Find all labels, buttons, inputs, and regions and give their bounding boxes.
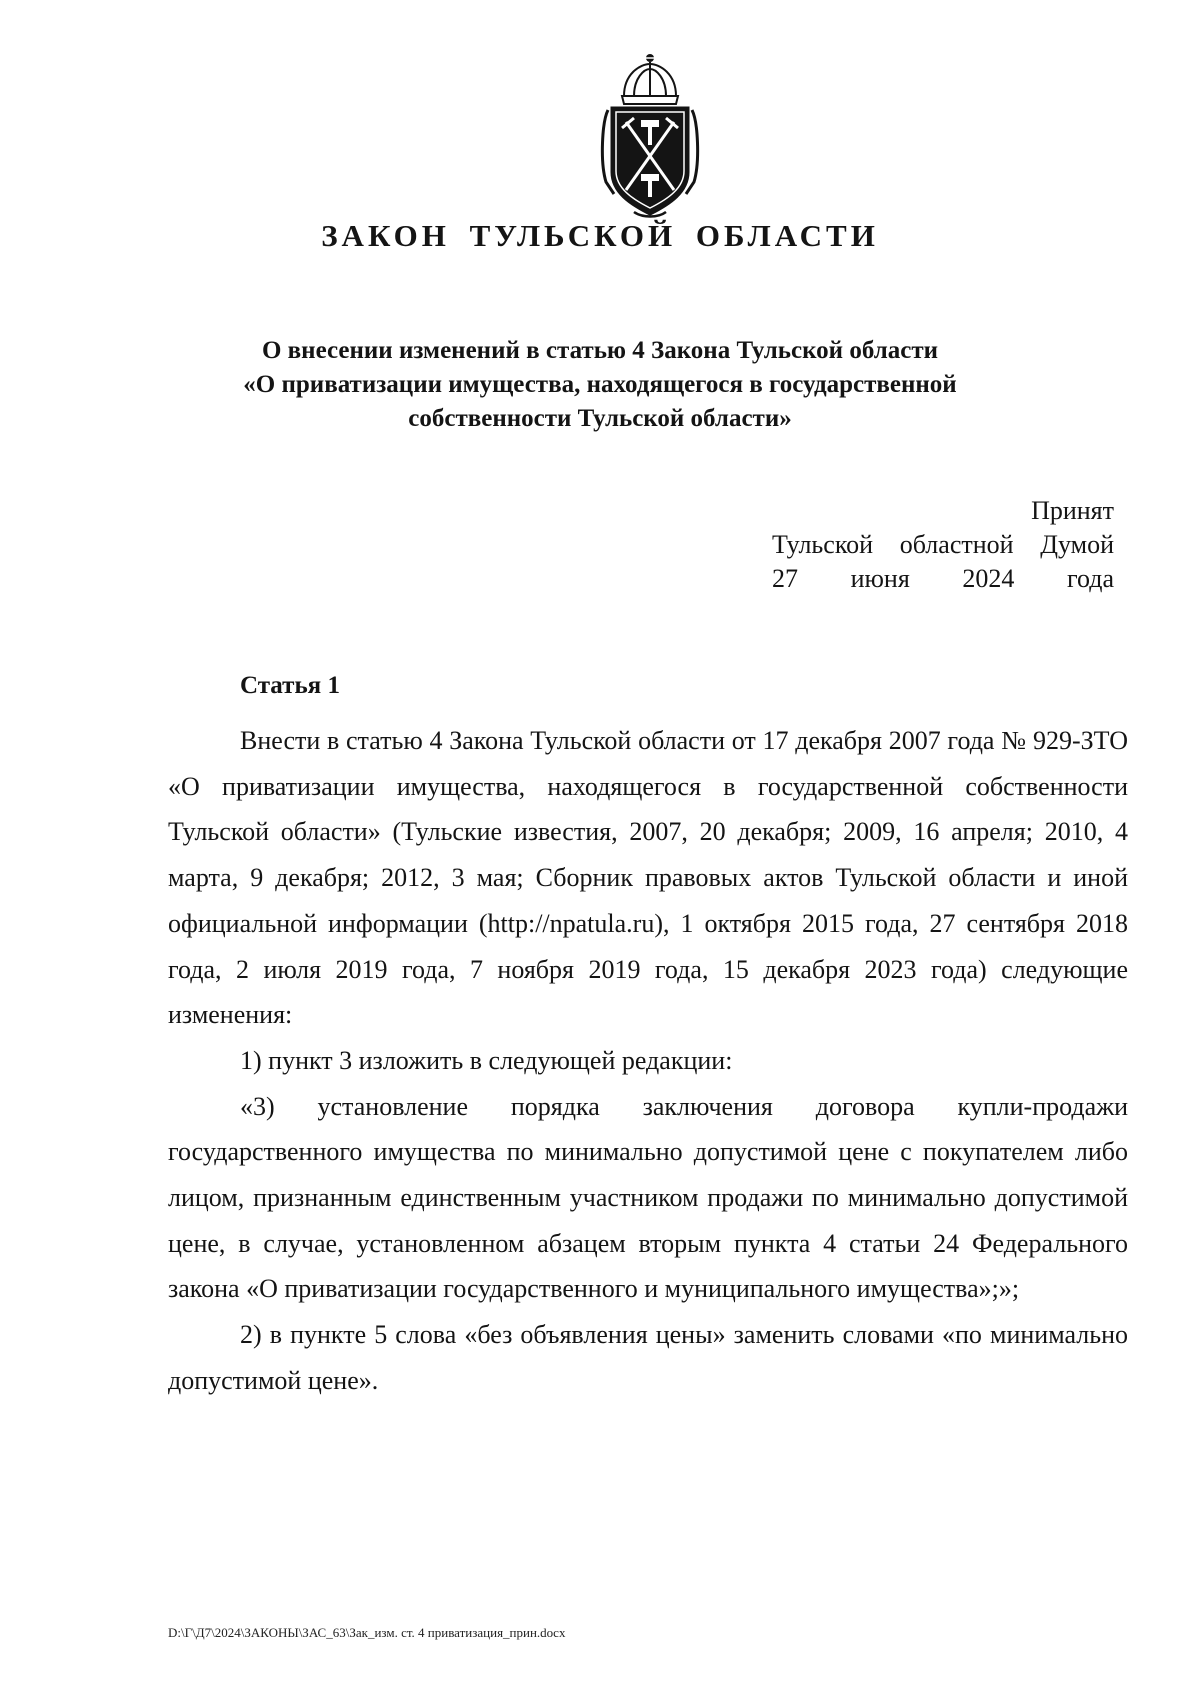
article-paragraph: Внести в статью 4 Закона Тульской области от 17 декабря 2007 года № 929-ЗТО «О приватизации имущества, находящегося в государственной собственности Тульской области» (Тульские известия, 2007, 20 декабря; 2009, 16 апреля; 2010, 4 марта, 9 декабря; 2012, 3 мая; Сборник правовых актов Тульской области и иной официальной информации (http://npatula.ru), 1 октября 2015 года, 27 сентября 2018 года, 2 июля 2019 года, 7 ноября 2019 года, 15 декабря 2023 года) следующие изменения: — [168, 726, 1128, 1030]
article-paragraph: «3) установление порядка заключения договора купли-продажи государственного имущества по минимально допустимой цене с покупателем либо лицом, признанным единственным участником продажи по минимально допустимой цене, в случае, установленном абзацем вторым пункта 4 статьи 24 Федерального закона «О приватизации государственного и муниципального имущества»;»; — [168, 1091, 1128, 1304]
document-title — [170, 334, 1030, 436]
article-paragraph: 1) пункт 3 изложить в следующей редакции: — [240, 1045, 733, 1075]
law-title: ЗАКОН ТУЛЬСКОЙ ОБЛАСТИ — [321, 218, 879, 253]
adoption-year: 2024 — [962, 564, 1015, 593]
document-title-line: «О приватизации имущества, находящегося в государственной — [243, 371, 957, 398]
article-body — [168, 718, 1128, 1404]
coat-of-arms-icon — [594, 52, 706, 222]
footer-file-path: D:\Г\Д7\2024\ЗАКОНЫ\ЗАС_63\Зак_изм. ст. 4 приватизация_прин.docx — [168, 1625, 566, 1640]
document-title-line: О внесении изменений в статью 4 Закона Тульской области — [261, 337, 939, 364]
article-heading: Статья 1 — [240, 672, 340, 699]
adoption-year-word: года — [1066, 564, 1114, 593]
document-title-line: собственности Тульской области» — [408, 405, 792, 432]
article-paragraph: 2) в пункте 5 слова «без объявления цены» заменить словами «по минимально допустимой цене». — [168, 1320, 1128, 1395]
adoption-block — [772, 494, 1114, 596]
adoption-date — [772, 562, 1114, 596]
adoption-month: июня — [850, 564, 910, 593]
adopted-label: Принят — [1031, 496, 1114, 525]
adoption-day: 27 — [772, 564, 798, 593]
adopted-by: Тульской областной Думой — [772, 530, 1114, 559]
